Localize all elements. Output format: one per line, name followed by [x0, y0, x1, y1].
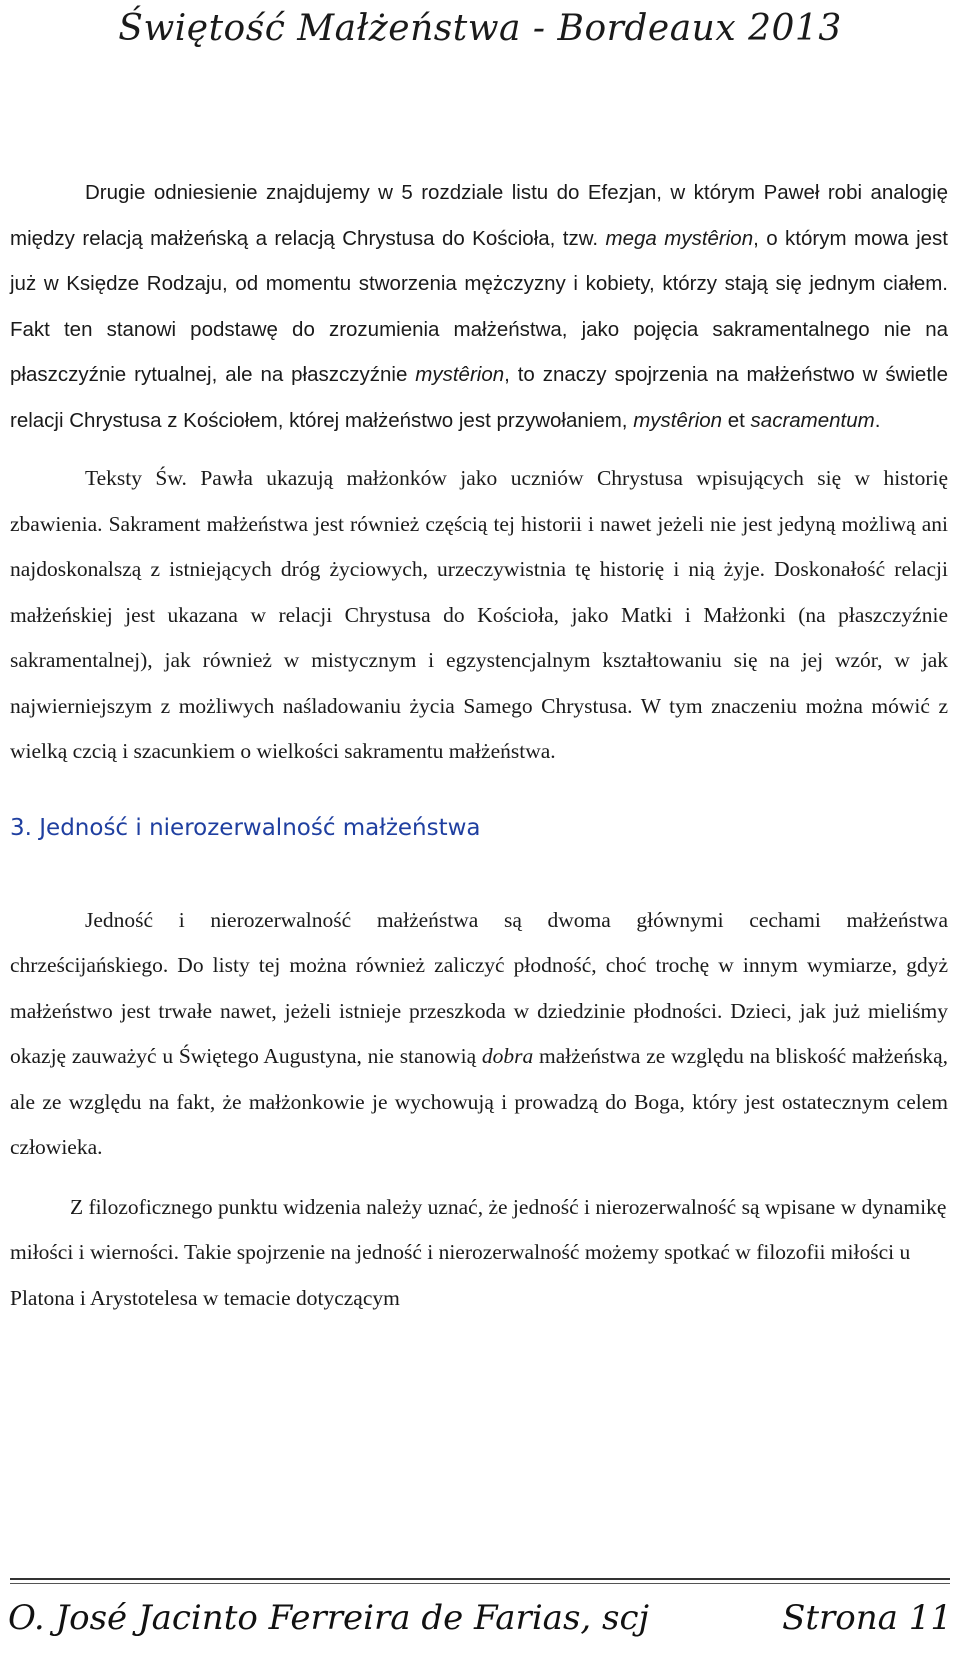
p3-text-a: Jedność i nierozerwalność małżeństwa są dwoma głównymi cechami małżeństwa chrześcijańskiego. Do listy tej można również zaliczyć płodność, choć trochę w innym wymiarze, gdyż małżeństwo jest trwałe nawet, jeżeli istnieje przeszkoda w dziedzinie płodności. Dzieci, jak już mieliśmy okazję zauważyć u Świętego Augustyna, nie stanowią: [10, 907, 948, 1068]
p3-text-c: małżeństwa ze względu na bliskość małżeńską, ale ze względu na fakt, że małżonkowie je wychowują i prowadzą do Boga, który jest ostatecznym celem człowieka.: [10, 1044, 949, 1159]
page-header-title: Świętość Małżeństwa - Bordeaux 2013: [118, 8, 842, 49]
p1-text-c: , o którym mowa jest już w Księdze Rodzaju, od momentu stworzenia mężczyzny i kobiety, którzy stają się jednym ciałem. Fakt ten stanowi podstawę do zrozumienia małżeństwa, jako pojęcia sakramentalnego nie na płaszczyźnie rytualnej, ale na płaszczyźnie: [10, 226, 949, 386]
p1-text-e: , to znaczy spojrzenia na małżeństwo w świetle relacji Chrystusa z Kościołem, której małżeństwo jest przywołaniem,: [10, 363, 948, 432]
section-heading: 3. Jedność i nierozerwalność małżeństwa: [10, 814, 481, 841]
paragraph-2: Teksty Św. Pawła ukazują małżonków jako uczniów Chrystusa wpisujących się w historię zbawienia. Sakrament małżeństwa jest również częścią tej historii i nawet jeżeli nie jest jedyną możliwą ani najdoskonalszą z istniejących dróg życiowych, urzeczywistnia tę historię i nią żyje. Doskonałość relacji małżeńskiej jest ukazana w relacji Chrystusa do Kościoła, jako Matki i Małżonki (na płaszczyźnie sakramentalnej), jak również w mistycznym i egzystencjalnym kształtowaniu się na jej wzór, w jak najwierniejszym z możliwych naśladowaniu życia Samego Chrystusa. W tym znaczeniu można mówić z wielką czcią i szacunkiem o wielkości sakramentu małżeństwa.: [10, 466, 948, 763]
paragraph-1: [10, 170, 948, 443]
p3-italic-dobra: dobra: [481, 1044, 534, 1068]
p1-text-a: Drugie odniesienie znajdujemy w 5 rozdziale listu do Efezjan, w którym Paweł robi analogię między relacją małżeńską a relacją Chrystusa do Kościoła, tzw.: [10, 181, 948, 250]
p1-text-i: .: [874, 408, 881, 432]
footer-divider-thin: [10, 1583, 950, 1584]
p1-italic-mysterion: mystêrion: [415, 363, 505, 386]
p1-italic-mega-mysterion: mega mystêrion: [605, 226, 754, 250]
p1-italic-sacramentum: sacramentum: [750, 408, 875, 432]
paragraph-4: Z filozoficznego punktu widzenia należy uznać, że jedność i nierozerwalność są wpisane w dynamikę miłości i wierności. Takie spojrzenie na jedność i nierozerwalność możemy spotkać w filozofii miłości u Platona i Arystotelesa w temacie dotyczącym: [10, 1194, 947, 1310]
p1-italic-mysterion-2: mystêrion: [633, 408, 723, 432]
p1-text-g: et: [722, 408, 751, 432]
footer-author: O. José Jacinto Ferreira de Farias, scj: [8, 1598, 650, 1638]
paragraph-3: [10, 898, 948, 1171]
footer-divider: [10, 1578, 950, 1580]
footer-page-number: Strona 11: [782, 1598, 952, 1638]
document-body: [10, 165, 948, 1321]
page-footer: [8, 1598, 952, 1648]
